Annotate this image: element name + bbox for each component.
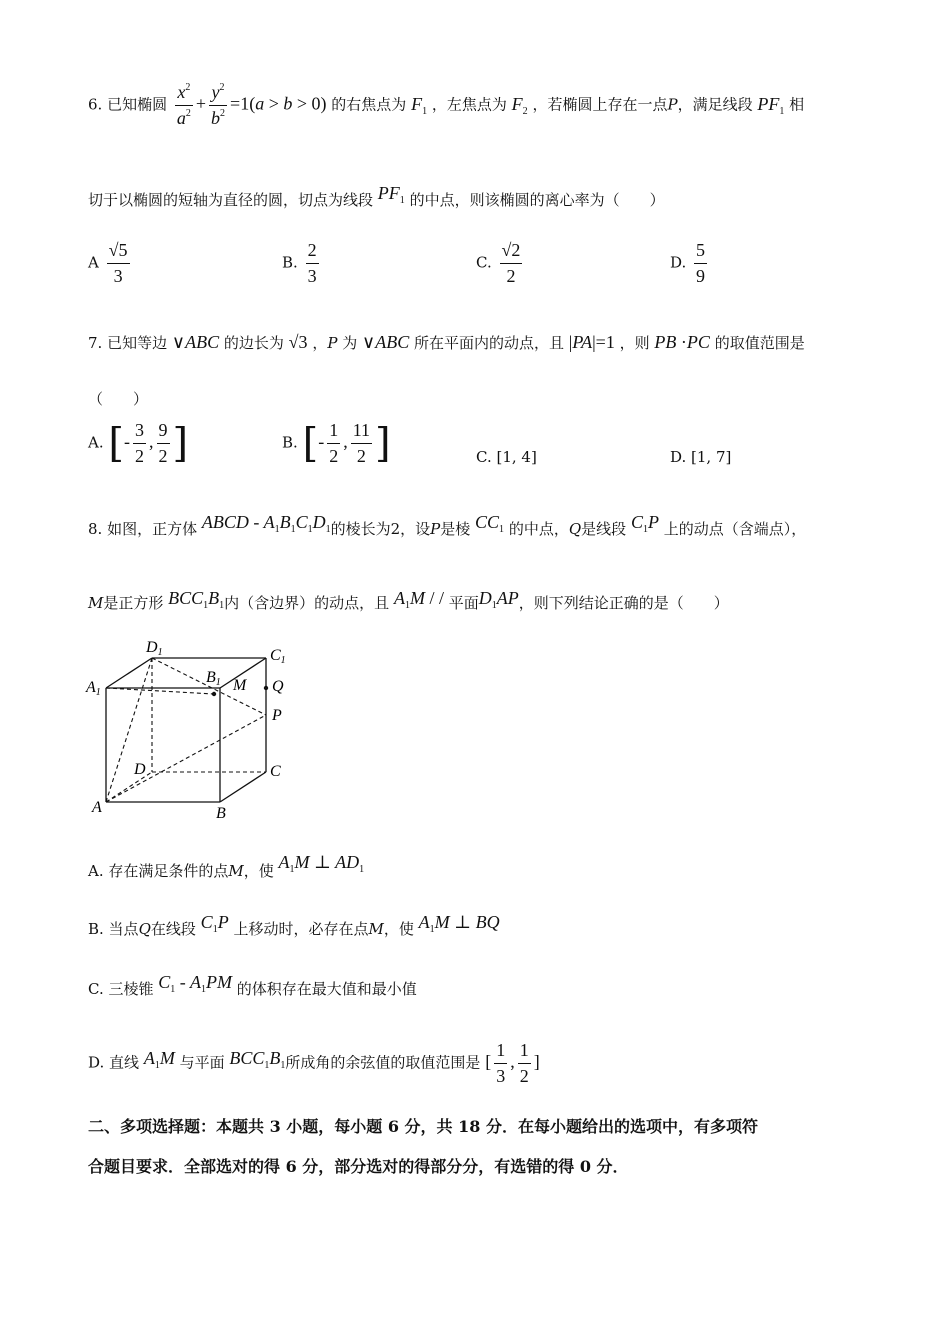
- segment-c1p: $C_1P$: [630, 512, 659, 535]
- q7-option-b[interactable]: B. [- $\frac{1}{2}$ , $\frac{11}{2}$ ]: [282, 420, 391, 467]
- cube-figure: [84, 632, 294, 824]
- dot-product: PB ·PC: [654, 332, 710, 352]
- option-label: A: [88, 253, 99, 272]
- option-text: A. 存在满足条件的点: [88, 862, 229, 880]
- point-m: M: [228, 862, 244, 880]
- option-numerator: √5: [107, 240, 130, 264]
- focus-f2: $F_2$: [511, 93, 528, 117]
- q6-option-d[interactable]: [670, 240, 710, 287]
- point-p: P: [430, 520, 441, 538]
- a1m-perp-ad1: $A_1M$ ⊥ $AD_1$: [278, 852, 365, 875]
- triangle-abc: ∨ABC: [171, 332, 220, 352]
- a1m-perp-bq: $A_1M$ ⊥ BQ: [418, 912, 500, 935]
- segment-a1m: $A_1M$: [143, 1047, 175, 1071]
- q6-number: 6.: [88, 95, 103, 114]
- q6-option-a[interactable]: [88, 240, 133, 287]
- q7-line1: [88, 332, 805, 353]
- point-m: M: [368, 920, 384, 938]
- q8-option-a[interactable]: [88, 852, 364, 881]
- q7-text: ，则: [619, 334, 650, 352]
- option-text: ，使: [243, 862, 274, 880]
- option-denominator: 3: [113, 266, 123, 286]
- option-text: 所成角的余弦值的取值范围是: [285, 1053, 481, 1072]
- svg-text:C1: C1: [270, 647, 286, 666]
- q6-text: 相: [789, 95, 805, 114]
- q8-text: 上的动点（含端点），: [663, 520, 807, 538]
- svg-text:M: M: [233, 677, 247, 694]
- svg-text:Q: Q: [272, 678, 284, 695]
- q7-option-a[interactable]: A. [- $\frac{3}{2}$ , $\frac{9}{2}$ ]: [88, 420, 189, 467]
- point-m: M: [88, 594, 104, 612]
- option-text: C. 三棱锥: [88, 980, 154, 998]
- pa-abs: |PA|=1: [568, 332, 615, 352]
- option-text: ，使: [383, 920, 414, 938]
- option-denominator: 9: [696, 266, 706, 286]
- option-text: 与平面: [179, 1053, 225, 1072]
- q8-text: 的中点，: [508, 520, 569, 538]
- option-denominator: 3: [307, 266, 317, 286]
- q8-text: 如图，正方体: [107, 520, 198, 538]
- point-q-dot: [264, 686, 268, 690]
- q8-text: 内（含边界）的动点，且: [224, 594, 390, 612]
- point-m-dot: [212, 692, 216, 696]
- q6-option-c[interactable]: [476, 240, 525, 287]
- segment-d1p: [152, 658, 266, 715]
- cube-name: ABCD - $A_1B_1C_1D_1$: [201, 512, 331, 535]
- option-numerator: 5: [694, 240, 707, 264]
- q7-option-d[interactable]: D. [1, 7]: [670, 448, 732, 466]
- point-p: P: [667, 95, 678, 114]
- svg-text:A: A: [92, 799, 102, 816]
- option-text: 的体积存在最大值和最小值: [236, 980, 417, 998]
- svg-text:C: C: [270, 763, 281, 780]
- section2-heading-line1: 二、多项选择题：本题共 3 小题，每小题 6 分，共 18 分．在每小题给出的选项中，有多项符: [88, 1117, 758, 1136]
- option-label: D.: [670, 253, 687, 272]
- q6-text: 的中点，则该椭圆的离心率为（ ）: [409, 191, 665, 209]
- triangle-abc: ∨ABC: [362, 332, 410, 352]
- point-q: Q: [568, 520, 582, 538]
- plane-bcc1b1: $BCC_1B_1$: [229, 1047, 286, 1071]
- segment-c1p: $C_1P$: [200, 912, 229, 935]
- q6-option-b[interactable]: [282, 240, 322, 287]
- q8-option-c[interactable]: [88, 972, 417, 999]
- focus-f1: $F_1$: [411, 93, 428, 117]
- q8-text: 的棱长为2，设: [330, 520, 431, 538]
- q8-text: 是线段: [581, 520, 627, 538]
- q8-text: 是棱: [440, 520, 471, 538]
- point-p: P: [327, 334, 338, 352]
- option-numerator: 2: [306, 240, 319, 264]
- option-label: B.: [282, 433, 298, 452]
- svg-text:B1: B1: [206, 669, 221, 688]
- q6-text: 的右焦点为: [331, 95, 407, 114]
- sqrt-3: √3: [288, 332, 308, 352]
- option-text: 上移动时，必存在点: [233, 920, 369, 938]
- q6-text: 切于以椭圆的短轴为直径的圆，切点为线段: [88, 191, 374, 209]
- segment-a1m: [106, 688, 214, 694]
- ellipse-equation: $\frac{x^2}{a^2}$ + $\frac{y^2}{b^2}$ =1(a > b > 0): [176, 82, 327, 128]
- section2-heading-line2: 合题目要求．全部选对的得 6 分，部分选对的得部分分，有选错的得 0 分．: [88, 1157, 629, 1176]
- q8-number: 8.: [88, 520, 103, 538]
- range-1-3-1-2: [ $\frac{1}{3}$ , $\frac{1}{2}$ ]: [485, 1040, 540, 1086]
- q8-text: 平面: [448, 594, 479, 612]
- option-numerator: √2: [500, 240, 523, 264]
- q8-option-b[interactable]: [88, 912, 500, 939]
- edge-cc1: $CC_1$: [475, 512, 505, 535]
- q7-paren: （ ）: [88, 390, 149, 408]
- option-label: A.: [88, 433, 104, 452]
- option-label: C.: [476, 253, 492, 272]
- svg-text:B: B: [216, 805, 226, 822]
- q7-text: 已知等边: [107, 334, 168, 352]
- segment-pf1: $PF_1$: [757, 93, 785, 117]
- q7-text: 的边长为: [223, 334, 284, 352]
- q8-text: ，则下列结论正确的是（ ）: [518, 594, 729, 612]
- q6-line1: [88, 82, 804, 129]
- option-text: B. 当点: [88, 920, 139, 938]
- option-text: 在线段: [150, 920, 196, 938]
- svg-text:D1: D1: [146, 639, 163, 658]
- q7-text: ，: [312, 334, 328, 352]
- tetra-c1-a1pm: $C_1 - A_1PM$: [158, 972, 232, 995]
- q7-text: 所在平面内的动点，且: [413, 334, 564, 352]
- q7-number: 7.: [88, 334, 103, 352]
- segment-a1m: $A_1M$ / /: [393, 588, 444, 611]
- svg-text:D: D: [134, 761, 146, 778]
- q6-text: 已知椭圆: [107, 95, 168, 114]
- q6-text: ，若椭圆上存在一点: [532, 95, 668, 114]
- edge-bc: [220, 772, 266, 802]
- plane-d1ap: $D_1AP$: [478, 588, 519, 611]
- svg-text:P: P: [272, 707, 282, 724]
- q7-option-c[interactable]: C. [1, 4]: [476, 448, 537, 466]
- q7-text: 为: [342, 334, 358, 352]
- segment-pf1: $PF_1$: [377, 183, 405, 206]
- q8-line1: [88, 512, 806, 539]
- q8-line2: [88, 588, 729, 613]
- q6-text: ，满足线段: [677, 95, 753, 114]
- square-bcc1b1: $BCC_1B_1$: [168, 588, 225, 611]
- option-denominator: 2: [506, 266, 516, 286]
- option-label: B.: [282, 253, 298, 272]
- svg-text:A1: A1: [86, 679, 101, 698]
- q7-text: 的取值范围是: [714, 334, 805, 352]
- q6-line2: [88, 183, 665, 210]
- edge-a1d1: [106, 658, 152, 688]
- q8-text: 是正方形: [103, 594, 164, 612]
- q8-option-d[interactable]: [88, 1040, 540, 1087]
- option-text: D. 直线: [88, 1053, 140, 1072]
- point-q: Q: [138, 920, 151, 938]
- q6-text: ，左焦点为: [431, 95, 507, 114]
